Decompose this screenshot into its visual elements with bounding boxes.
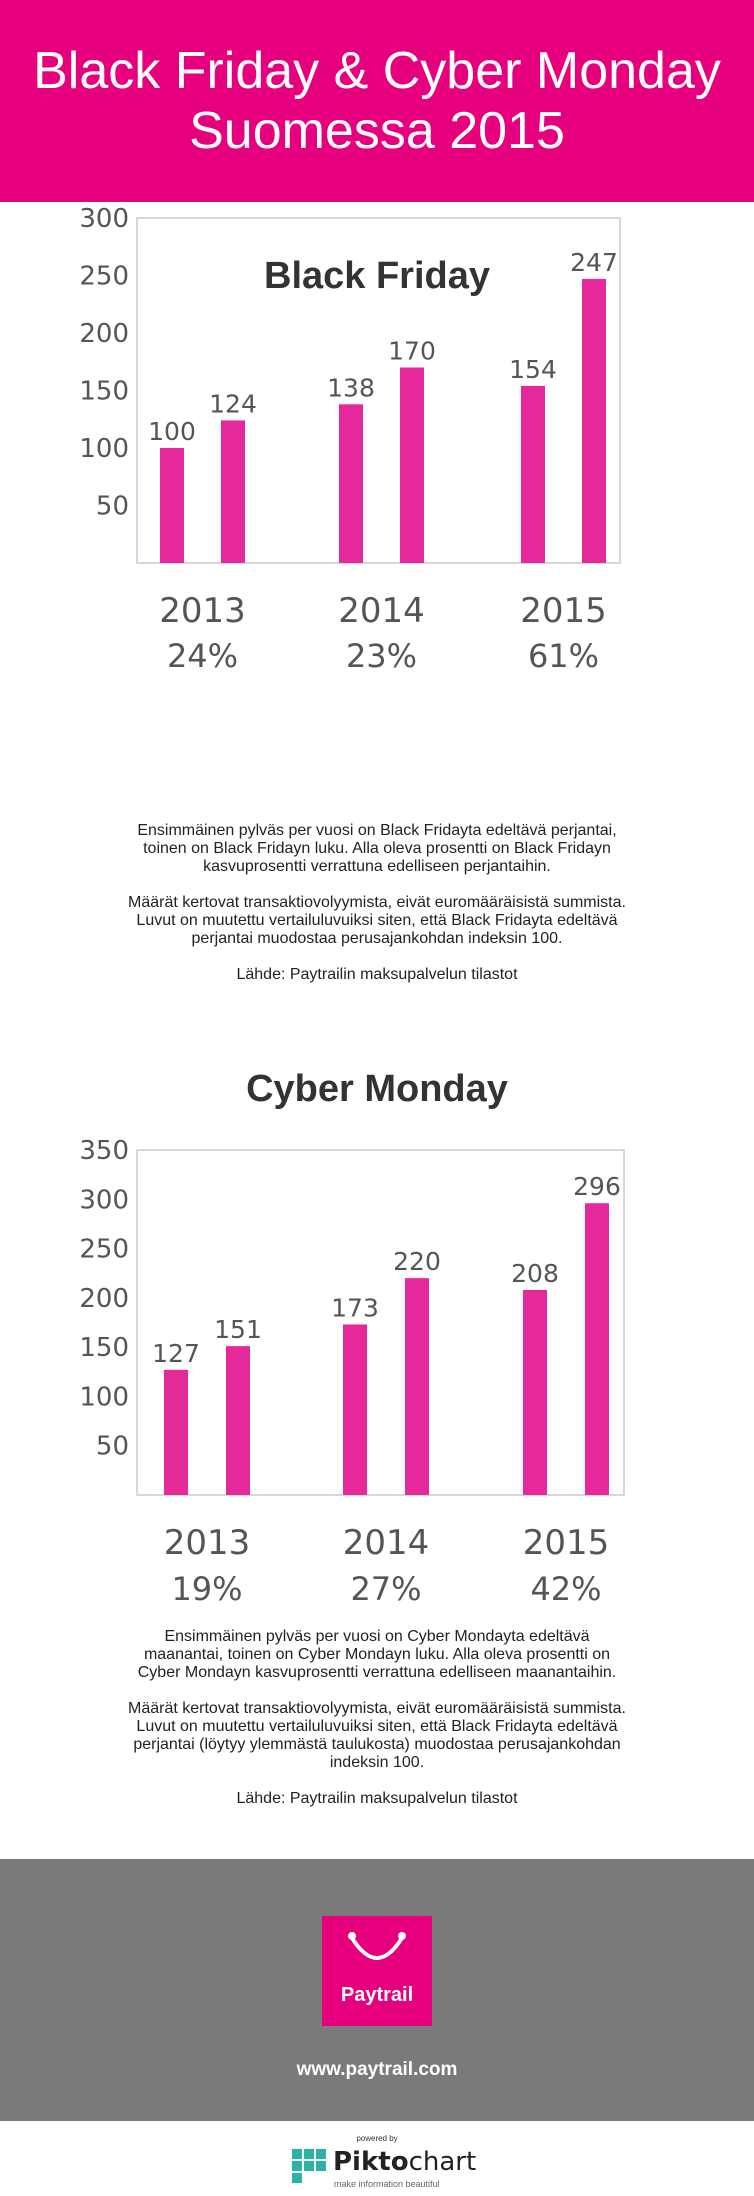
category-label: 2015 [522,1523,610,1563]
piktochart-wordmark [333,2147,476,2177]
black-friday-note-1: Ensimmäinen pylväs per vuosi on Black Fridayta edeltävä perjantai, toinen on Black Fridayn luku. Alla oleva prosentti on Black Fridayn kasvuprosentti verrattuna edelliseen perjantaihin. [137,822,617,875]
piktochart-wordmark-b: chart [408,2147,477,2177]
growth-label: 42% [530,1570,602,1608]
cyber-monday-note-1: Ensimmäinen pylväs per vuosi on Cyber Mondayta edeltävä maanantai, toinen on Cyber Mondayn luku. Alla oleva prosentti on Cyber Mondayn kasvuprosentti verrattuna edelliseen maanantaihin. [137,1628,617,1681]
piktochart-wordmark-a: Pikto [333,2147,409,2177]
y-tick-label: 350 [79,1136,129,1166]
category-label: 2015 [520,591,607,631]
bar [582,279,606,563]
category-label: 2014 [342,1523,430,1563]
y-tick-label: 250 [79,261,129,292]
shopping-bag-icon [322,1916,432,2026]
bar-value-label: 296 [573,1172,621,1202]
cyber-monday-title: Cyber Monday [246,1068,508,1110]
y-tick-label: 100 [79,1382,129,1413]
black-friday-notes [127,822,627,1002]
y-tick-label: 200 [79,319,129,349]
bar [405,1278,429,1495]
y-tick-label: 150 [79,376,129,407]
piktochart-logo-icon [292,2149,326,2183]
bar-value-label: 208 [511,1258,559,1288]
powered-by-text: powered by [356,2134,398,2143]
main-title-line-1: Black Friday & Cyber Monday [33,42,721,100]
y-tick-label: 50 [95,491,129,522]
bar-value-label: 170 [388,336,436,366]
bar [343,1324,367,1495]
cyber-monday-note-2: Määrät kertovat transaktiovolyymista, eivät euromääräisistä summista. Luvut on muutettu vertailuluvuiksi siten, että Black Fridayta edeltävä perjantai (löytyy ylemmästä taulukosta) muodostaa perusajankohdan indeksin 100. [128,1700,626,1771]
y-tick-label: 200 [79,1283,129,1314]
y-tick-label: 300 [79,1185,129,1216]
growth-label: 27% [350,1570,422,1608]
y-tick-label: 50 [95,1431,129,1462]
bar [160,448,184,563]
category-label: 2013 [159,591,246,631]
bar [585,1203,609,1495]
cyber-monday-notes [127,1628,627,1826]
category-label: 2014 [338,591,425,631]
bar [164,1370,188,1495]
y-tick-label: 250 [79,1234,129,1265]
bar [523,1290,547,1495]
bar-value-label: 124 [209,389,257,419]
growth-label: 19% [171,1570,243,1608]
footer [0,1859,754,2121]
paytrail-url-link[interactable]: www.paytrail.com [296,2059,458,2080]
bar [339,404,363,563]
paytrail-logo-text: Paytrail [340,1984,414,2006]
piktochart-tagline: make information beautiful [334,2179,440,2189]
bar [226,1346,250,1495]
growth-label: 24% [166,637,239,675]
growth-label: 23% [345,637,418,675]
bar-value-label: 220 [393,1247,441,1277]
bar-value-label: 154 [509,354,557,384]
y-tick-label: 100 [79,434,129,464]
chart-frame [137,1150,624,1495]
black-friday-source: Lähde: Paytrailin maksupalvelun tilastot [236,966,518,983]
bar [521,386,545,563]
bar-value-label: 151 [214,1315,262,1345]
bar-value-label: 100 [148,417,196,446]
category-label: 2013 [163,1523,251,1563]
piktochart-badge[interactable] [0,2121,754,2196]
bar [221,420,245,563]
black-friday-title: Black Friday [264,255,490,297]
bar-value-label: 173 [331,1293,379,1323]
bar-value-label: 138 [327,373,375,403]
main-title-line-2: Suomessa 2015 [189,102,565,160]
cyber-monday-source: Lähde: Paytrailin maksupalvelun tilastot [236,1790,518,1807]
black-friday-note-2: Määrät kertovat transaktiovolyymista, eivät euromääräisistä summista. Luvut on muutettu vertailuluvuiksi siten, että Black Fridayta edeltävä perjantai muodostaa perusajankohdan indeksin 100. [128,894,626,947]
bar-value-label: 247 [570,247,618,277]
y-tick-label: 150 [79,1333,129,1364]
paytrail-logo[interactable] [322,1916,432,2026]
y-tick-label: 300 [79,204,129,234]
growth-label: 61% [527,637,600,675]
bar [400,368,424,564]
bar-value-label: 127 [152,1338,200,1368]
header-banner [0,0,754,202]
